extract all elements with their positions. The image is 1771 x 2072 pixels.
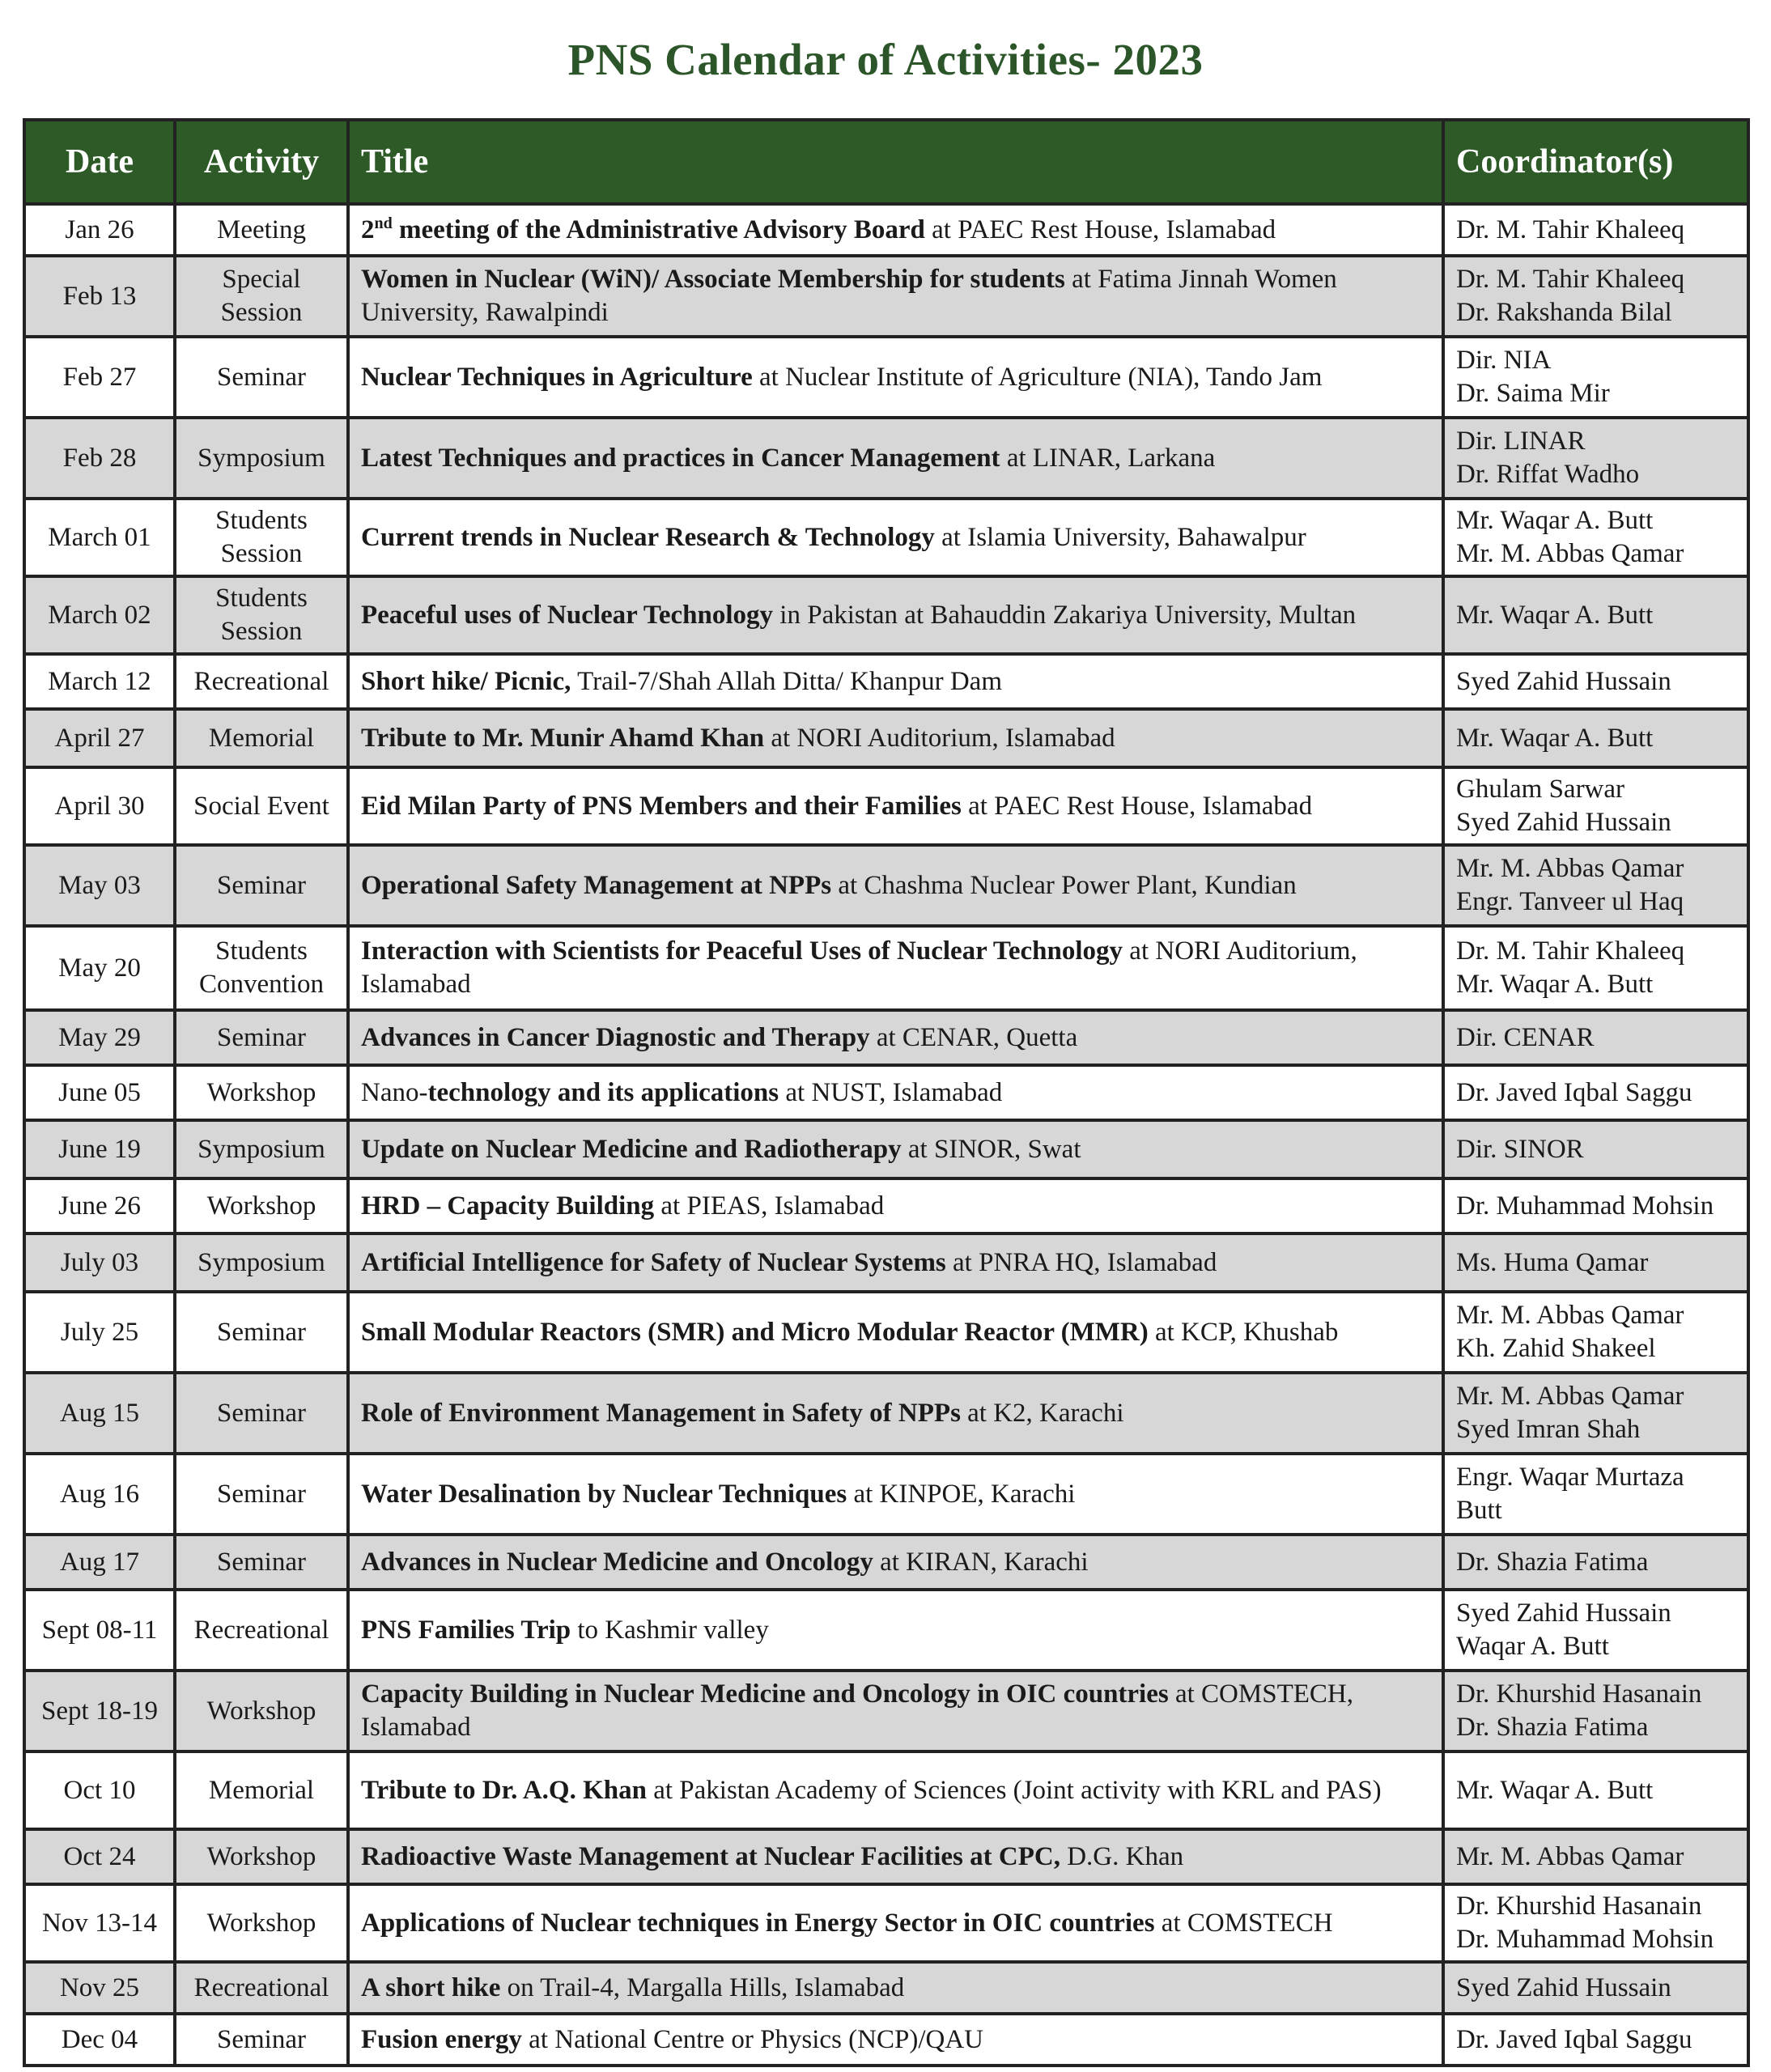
title-location: at NUST, Islamabad: [779, 1077, 1003, 1107]
table-row: [24, 256, 1748, 337]
cell-title: [348, 1671, 1443, 1751]
cell-coordinators: [1443, 204, 1748, 256]
cell-title: [348, 1454, 1443, 1535]
title-emphasis: HRD – Capacity Building: [361, 1191, 655, 1221]
cell-date: Nov 13-14: [24, 1884, 175, 1962]
title-emphasis: Small Modular Reactors (SMR) and Micro Modular Reactor (MMR): [361, 1317, 1149, 1347]
title-emphasis: Nuclear Techniques in Agriculture: [361, 362, 753, 392]
cell-coordinators: [1443, 576, 1748, 654]
cell-title: [348, 1010, 1443, 1065]
cell-date: March 12: [24, 654, 175, 709]
cell-title: [348, 1065, 1443, 1120]
table-row: [24, 2014, 1748, 2066]
cell-date: Aug 16: [24, 1454, 175, 1535]
title-location: at PAEC Rest House, Islamabad: [961, 791, 1313, 821]
title-location: at PNRA HQ, Islamabad: [945, 1247, 1217, 1277]
cell-activity: Seminar: [175, 337, 348, 418]
cell-activity: Workshop: [175, 1178, 348, 1233]
header-date: Date: [24, 120, 175, 204]
cell-activity: Memorial: [175, 1751, 348, 1829]
coordinator-name: Mr. Waqar A. Butt: [1456, 600, 1654, 630]
title-location: at National Centre or Physics (NCP)/QAU: [521, 2024, 984, 2054]
cell-title: [348, 654, 1443, 709]
cell-activity: Students Session: [175, 576, 348, 654]
cell-coordinators: [1443, 1010, 1748, 1065]
title-location: at Chashma Nuclear Power Plant, Kundian: [831, 870, 1297, 900]
title-location: at KINPOE, Karachi: [847, 1479, 1076, 1509]
table-row: [24, 204, 1748, 256]
cell-activity: Meeting: [175, 204, 348, 256]
coordinator-name: Engr. Waqar Murtaza: [1456, 1463, 1684, 1492]
coordinator-name: Butt: [1456, 1496, 1502, 1525]
coordinator-name: Dr. Saima Mir: [1456, 379, 1610, 408]
title-location: at COMSTECH, Islamabad: [361, 1679, 1353, 1742]
title-location: D.G. Khan: [1060, 1841, 1184, 1871]
title-location: at Pakistan Academy of Sciences (Joint activity with KRL and PAS): [646, 1775, 1382, 1805]
coordinator-name: Dr. Javed Iqbal Saggu: [1456, 2024, 1692, 2054]
cell-coordinators: [1443, 256, 1748, 337]
cell-activity: Students Convention: [175, 926, 348, 1010]
table-header: [24, 120, 1748, 204]
cell-title: [348, 1233, 1443, 1292]
title-location: at PIEAS, Islamabad: [654, 1191, 885, 1221]
table-row: [24, 576, 1748, 654]
title-emphasis: Eid Milan Party of PNS Members and their Families: [361, 791, 962, 821]
cell-coordinators: [1443, 1751, 1748, 1829]
coordinator-name: Mr. M. Abbas Qamar: [1456, 1841, 1684, 1871]
title-emphasis: Advances in Cancer Diagnostic and Therapy: [361, 1022, 870, 1052]
coordinator-name: Waqar A. Butt: [1456, 1632, 1609, 1661]
cell-activity: Recreational: [175, 654, 348, 709]
cell-date: Sept 08-11: [24, 1590, 175, 1671]
title-emphasis: Short hike/ Picnic,: [361, 666, 571, 696]
table-row: [24, 337, 1748, 418]
coordinator-name: Dir. SINOR: [1456, 1134, 1584, 1164]
cell-activity: Seminar: [175, 1292, 348, 1373]
cell-title: [348, 1292, 1443, 1373]
title-emphasis: Women in Nuclear (WiN)/ Associate Membership for students: [361, 265, 1065, 294]
table-row: [24, 767, 1748, 845]
cell-coordinators: [1443, 1065, 1748, 1120]
cell-coordinators: [1443, 418, 1748, 499]
cell-date: Oct 10: [24, 1751, 175, 1829]
title-emphasis: Role of Environment Management in Safety of NPPs: [361, 1398, 961, 1428]
title-emphasis: Current trends in Nuclear Research & Technology: [361, 522, 935, 552]
cell-title: [348, 204, 1443, 256]
cell-activity: Seminar: [175, 845, 348, 926]
cell-title: [348, 499, 1443, 576]
cell-activity: Symposium: [175, 1233, 348, 1292]
cell-coordinators: [1443, 1292, 1748, 1373]
coordinator-name: Dr. Shazia Fatima: [1456, 1547, 1649, 1577]
coordinator-name: Dir. CENAR: [1456, 1022, 1595, 1052]
cell-activity: Special Session: [175, 256, 348, 337]
table-row: [24, 1010, 1748, 1065]
cell-date: Aug 17: [24, 1535, 175, 1590]
cell-coordinators: [1443, 1535, 1748, 1590]
coordinator-name: Ms. Huma Qamar: [1456, 1247, 1649, 1277]
cell-date: May 20: [24, 926, 175, 1010]
coordinator-name: Mr. Waqar A. Butt: [1456, 723, 1654, 753]
table-row: [24, 1120, 1748, 1178]
title-location: on Trail-4, Margalla Hills, Islamabad: [500, 1972, 905, 2002]
cell-coordinators: [1443, 1962, 1748, 2014]
cell-activity: Workshop: [175, 1829, 348, 1884]
cell-coordinators: [1443, 2014, 1748, 2066]
cell-activity: Memorial: [175, 709, 348, 767]
cell-activity: Seminar: [175, 1373, 348, 1454]
cell-coordinators: [1443, 337, 1748, 418]
cell-activity: Students Session: [175, 499, 348, 576]
cell-date: June 26: [24, 1178, 175, 1233]
title-emphasis: Tribute to Dr. A.Q. Khan: [361, 1775, 647, 1805]
cell-activity: Recreational: [175, 1962, 348, 2014]
coordinator-name: Mr. M. Abbas Qamar: [1456, 539, 1684, 568]
cell-date: Oct 24: [24, 1829, 175, 1884]
cell-coordinators: [1443, 1120, 1748, 1178]
coordinator-name: Syed Imran Shah: [1456, 1415, 1641, 1444]
cell-coordinators: [1443, 1373, 1748, 1454]
cell-title: [348, 1178, 1443, 1233]
cell-title: [348, 845, 1443, 926]
title-location: at NORI Auditorium, Islamabad: [361, 936, 1357, 999]
coordinator-name: Syed Zahid Hussain: [1456, 1599, 1671, 1628]
table-row: [24, 845, 1748, 926]
coordinator-name: Syed Zahid Hussain: [1456, 808, 1671, 837]
table-row: [24, 1535, 1748, 1590]
cell-coordinators: [1443, 1454, 1748, 1535]
title-location: at CENAR, Quetta: [869, 1022, 1078, 1052]
title-location: at LINAR, Larkana: [1000, 443, 1216, 473]
cell-activity: Workshop: [175, 1671, 348, 1751]
cell-date: April 27: [24, 709, 175, 767]
title-emphasis: Interaction with Scientists for Peaceful Uses of Nuclear Technology: [361, 936, 1123, 966]
title-emphasis: Artificial Intelligence for Safety of Nuclear Systems: [361, 1247, 946, 1277]
cell-date: March 01: [24, 499, 175, 576]
header-activity: Activity: [175, 120, 348, 204]
cell-date: Nov 25: [24, 1962, 175, 2014]
cell-date: Dec 04: [24, 2014, 175, 2066]
cell-coordinators: [1443, 709, 1748, 767]
cell-title: [348, 1590, 1443, 1671]
title-plain-prefix: Nano-: [361, 1077, 428, 1107]
cell-title: [348, 337, 1443, 418]
title-location: at COMSTECH: [1154, 1908, 1333, 1938]
title-location: at PAEC Rest House, Islamabad: [924, 214, 1276, 244]
title-emphasis: Operational Safety Management at NPPs: [361, 870, 832, 900]
cell-activity: Recreational: [175, 1590, 348, 1671]
table-body: [24, 204, 1748, 2066]
title-emphasis: PNS Families Trip: [361, 1615, 571, 1645]
table-row: [24, 1233, 1748, 1292]
coordinator-name: Dr. Khurshid Hasanain: [1456, 1892, 1702, 1921]
table-row: [24, 1454, 1748, 1535]
title-emphasis: Applications of Nuclear techniques in Energy Sector in OIC countries: [361, 1908, 1155, 1938]
cell-coordinators: [1443, 926, 1748, 1010]
title-ordinal: 2: [361, 214, 375, 244]
cell-date: Aug 15: [24, 1373, 175, 1454]
table-row: [24, 1065, 1748, 1120]
title-emphasis: Tribute to Mr. Munir Ahamd Khan: [361, 723, 765, 753]
coordinator-name: Dr. Muhammad Mohsin: [1456, 1925, 1714, 1954]
table-row: [24, 499, 1748, 576]
cell-activity: Seminar: [175, 1454, 348, 1535]
cell-date: April 30: [24, 767, 175, 845]
table-row: [24, 1671, 1748, 1751]
coordinator-name: Syed Zahid Hussain: [1456, 1972, 1671, 2002]
table-row: [24, 1962, 1748, 2014]
table-row: [24, 1292, 1748, 1373]
cell-date: March 02: [24, 576, 175, 654]
coordinator-name: Dr. Muhammad Mohsin: [1456, 1191, 1714, 1221]
activities-table: [23, 118, 1750, 2067]
cell-date: July 03: [24, 1233, 175, 1292]
cell-date: Sept 18-19: [24, 1671, 175, 1751]
title-location: Trail-7/Shah Allah Ditta/ Khanpur Dam: [571, 666, 1002, 696]
table-row: [24, 1751, 1748, 1829]
cell-activity: Workshop: [175, 1884, 348, 1962]
cell-title: [348, 767, 1443, 845]
cell-coordinators: [1443, 845, 1748, 926]
title-location: at KCP, Khushab: [1148, 1317, 1339, 1347]
coordinator-name: Mr. Waqar A. Butt: [1456, 1775, 1654, 1805]
cell-activity: Workshop: [175, 1065, 348, 1120]
cell-coordinators: [1443, 767, 1748, 845]
title-emphasis: Latest Techniques and practices in Cancer Management: [361, 443, 1000, 473]
cell-activity: Symposium: [175, 418, 348, 499]
table-row: [24, 1829, 1748, 1884]
cell-title: [348, 1884, 1443, 1962]
cell-date: June 05: [24, 1065, 175, 1120]
table-row: [24, 418, 1748, 499]
title-emphasis: Fusion energy: [361, 2024, 522, 2054]
cell-coordinators: [1443, 1233, 1748, 1292]
cell-date: May 03: [24, 845, 175, 926]
title-emphasis: Advances in Nuclear Medicine and Oncology: [361, 1547, 873, 1577]
cell-date: Jan 26: [24, 204, 175, 256]
cell-title: [348, 418, 1443, 499]
title-location: at SINOR, Swat: [901, 1134, 1081, 1164]
cell-title: [348, 1373, 1443, 1454]
cell-coordinators: [1443, 654, 1748, 709]
coordinator-name: Engr. Tanveer ul Haq: [1456, 887, 1684, 916]
table-row: [24, 1590, 1748, 1671]
coordinator-name: Ghulam Sarwar: [1456, 775, 1625, 804]
title-location: at Fatima Jinnah Women University, Rawalpindi: [361, 265, 1337, 327]
header-row: [24, 120, 1748, 204]
coordinator-name: Mr. M. Abbas Qamar: [1456, 1382, 1684, 1411]
title-location: at KIRAN, Karachi: [873, 1547, 1089, 1577]
coordinator-name: Dir. LINAR: [1456, 427, 1586, 456]
title-location: to Kashmir valley: [571, 1615, 769, 1645]
cell-title: [348, 1962, 1443, 2014]
cell-title: [348, 256, 1443, 337]
coordinator-name: Dr. Shazia Fatima: [1456, 1713, 1649, 1742]
cell-date: Feb 28: [24, 418, 175, 499]
title-emphasis: Capacity Building in Nuclear Medicine and Oncology in OIC countries: [361, 1679, 1169, 1709]
cell-coordinators: [1443, 1671, 1748, 1751]
title-location: at K2, Karachi: [960, 1398, 1124, 1428]
title-location: at Nuclear Institute of Agriculture (NIA), Tando Jam: [752, 362, 1323, 392]
cell-title: [348, 1120, 1443, 1178]
title-emphasis: Update on Nuclear Medicine and Radiotherapy: [361, 1134, 902, 1164]
cell-title: [348, 1829, 1443, 1884]
coordinator-name: Dr. M. Tahir Khaleeq: [1456, 214, 1685, 244]
cell-title: [348, 1535, 1443, 1590]
title-location: in Pakistan at Bahauddin Zakariya University, Multan: [773, 600, 1357, 630]
cell-date: Feb 13: [24, 256, 175, 337]
table-row: [24, 1178, 1748, 1233]
coordinator-name: Dr. Rakshanda Bilal: [1456, 298, 1672, 327]
table-row: [24, 1884, 1748, 1962]
cell-title: [348, 576, 1443, 654]
title-emphasis: Peaceful uses of Nuclear Technology: [361, 600, 774, 630]
title-emphasis: A short hike: [361, 1972, 501, 2002]
table-row: [24, 709, 1748, 767]
coordinator-name: Mr. M. Abbas Qamar: [1456, 854, 1684, 883]
coordinator-name: Syed Zahid Hussain: [1456, 666, 1671, 696]
coordinator-name: Kh. Zahid Shakeel: [1456, 1334, 1656, 1363]
table-row: [24, 1373, 1748, 1454]
cell-title: [348, 1751, 1443, 1829]
cell-date: June 19: [24, 1120, 175, 1178]
coordinator-name: Dr. Khurshid Hasanain: [1456, 1679, 1702, 1709]
cell-activity: Seminar: [175, 1010, 348, 1065]
cell-title: [348, 2014, 1443, 2066]
cell-title: [348, 709, 1443, 767]
cell-activity: Seminar: [175, 2014, 348, 2066]
cell-title: [348, 926, 1443, 1010]
coordinator-name: Dr. Riffat Wadho: [1456, 460, 1640, 489]
header-title: Title: [348, 120, 1443, 204]
title-emphasis: Water Desalination by Nuclear Techniques: [361, 1479, 847, 1509]
cell-date: May 29: [24, 1010, 175, 1065]
cell-activity: Social Event: [175, 767, 348, 845]
coordinator-name: Dr. M. Tahir Khaleeq: [1456, 936, 1685, 966]
coordinator-name: Dr. M. Tahir Khaleeq: [1456, 265, 1685, 294]
cell-activity: Symposium: [175, 1120, 348, 1178]
cell-activity: Seminar: [175, 1535, 348, 1590]
cell-coordinators: [1443, 1178, 1748, 1233]
cell-coordinators: [1443, 1829, 1748, 1884]
cell-date: Feb 27: [24, 337, 175, 418]
table-row: [24, 926, 1748, 1010]
coordinator-name: Mr. Waqar A. Butt: [1456, 506, 1654, 535]
coordinator-name: Mr. Waqar A. Butt: [1456, 970, 1654, 999]
coordinator-name: Dr. Javed Iqbal Saggu: [1456, 1077, 1692, 1107]
cell-coordinators: [1443, 1884, 1748, 1962]
header-coordinators: Coordinator(s): [1443, 120, 1748, 204]
cell-coordinators: [1443, 499, 1748, 576]
title-location: at NORI Auditorium, Islamabad: [764, 723, 1115, 753]
title-emphasis: Radioactive Waste Management at Nuclear Facilities at CPC,: [361, 1841, 1060, 1871]
title-emphasis: meeting of the Administrative Advisory Board: [392, 214, 925, 244]
cell-coordinators: [1443, 1590, 1748, 1671]
document-title: PNS Calendar of Activities- 2023: [567, 35, 1204, 84]
title-emphasis: technology and its applications: [427, 1077, 779, 1107]
coordinator-name: Dir. NIA: [1456, 346, 1552, 375]
table-row: [24, 654, 1748, 709]
cell-date: July 25: [24, 1292, 175, 1373]
title-ordinal-suffix: nd: [374, 214, 393, 232]
coordinator-name: Mr. M. Abbas Qamar: [1456, 1301, 1684, 1330]
title-location: at Islamia University, Bahawalpur: [934, 522, 1306, 552]
